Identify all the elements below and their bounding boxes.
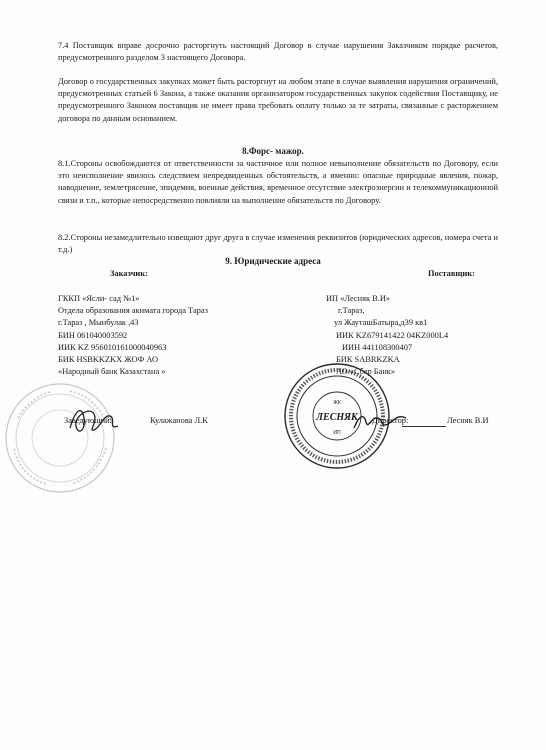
customer-bin: БИН 061040003592 (58, 330, 128, 340)
stamp-bottom-text: ИП (333, 430, 341, 436)
supplier-iin: ИИН 441108300407 (342, 342, 413, 352)
customer-label: Заказчик: (110, 269, 148, 278)
supplier-signature-label: Директор: (372, 416, 409, 425)
supplier-signature-line (402, 426, 446, 427)
supplier-label: Поставщик: (428, 269, 475, 278)
clause-8-2: 8.2.Стороны незамедлительно извещают друг друга в случае изменения реквизитов (юридических адресов, номера счета и т.д.) (58, 233, 498, 255)
supplier-iik: ИИК KZ679141422 04KZ000L4 (336, 330, 449, 340)
supplier-address: ул ЖауташБатыра,д39 кв1 (334, 318, 428, 328)
supplier-city: г.Тараз, (338, 306, 365, 316)
stamp-top-text: ЖК (333, 400, 341, 406)
customer-bik: БИК HSBKKZKX ЖОФ АО (58, 355, 159, 365)
customer-details (58, 293, 208, 378)
customer-address: г.Тараз , Мынбулак ,43 (58, 318, 139, 328)
customer-signature-name: Кулажанова Л.К (150, 416, 208, 425)
supplier-bank: АО «Сбер Банк» (336, 367, 396, 377)
section-9-title: 9. Юридические адреса (225, 256, 321, 266)
customer-signature-label: Заведующий: (64, 416, 112, 425)
clause-7-4: 7.4 Поставщик вправе досрочно расторгнуть настоящий Договор в случае нарушения Заказчиком порядке расчетов, предусмотренного разделом 3 настоящего Договора. (58, 41, 498, 63)
supplier-name: ИП «Лесняк В.И» (326, 294, 391, 303)
clause-8-1: 8.1.Стороны освобождаются от ответственности за частичное или полное невыполнение обязательств по Договору, если это неисполнение явилось следствием непредвиденных обстоятельств, а именно: опасные природные явления, пожар, наводнение, землетрясение, эпидемия, военные действия, временное отсутствие электроэнергии и телекоммуникационной связи и т.п., которые непосредственно повлияли на выполнение обязательств по Договору. (58, 159, 498, 205)
customer-iik: ИИК KZ 956010161000040963 (58, 342, 167, 352)
customer-department: Отдела образования акимата города Тараз (58, 306, 208, 316)
section-8-title: 8.Форс- мажор. (242, 146, 304, 156)
supplier-signature-name: Лесняк В.И (447, 416, 489, 425)
supplier-bik: БИК SABRKZKA (336, 355, 400, 365)
clause-7-5: Договор о государственных закупках может быть расторгнут на любом этапе в случае выявления нарушения ограничений, предусмотренных статьей 6 Закона, а также оказания организатором государственных закупок содействия Поставщику, не предусмотренного Законом поставщик не имеет права требовать оплату только за те затраты, связанные с расторжением договора по данным основанием. (58, 77, 498, 123)
customer-bank: «Народный банк Казахстана » (58, 367, 166, 377)
stamp-center-text: ЛЕСНЯК (316, 412, 358, 423)
customer-name: ГККП «Ясли- сад №1» (58, 294, 140, 303)
